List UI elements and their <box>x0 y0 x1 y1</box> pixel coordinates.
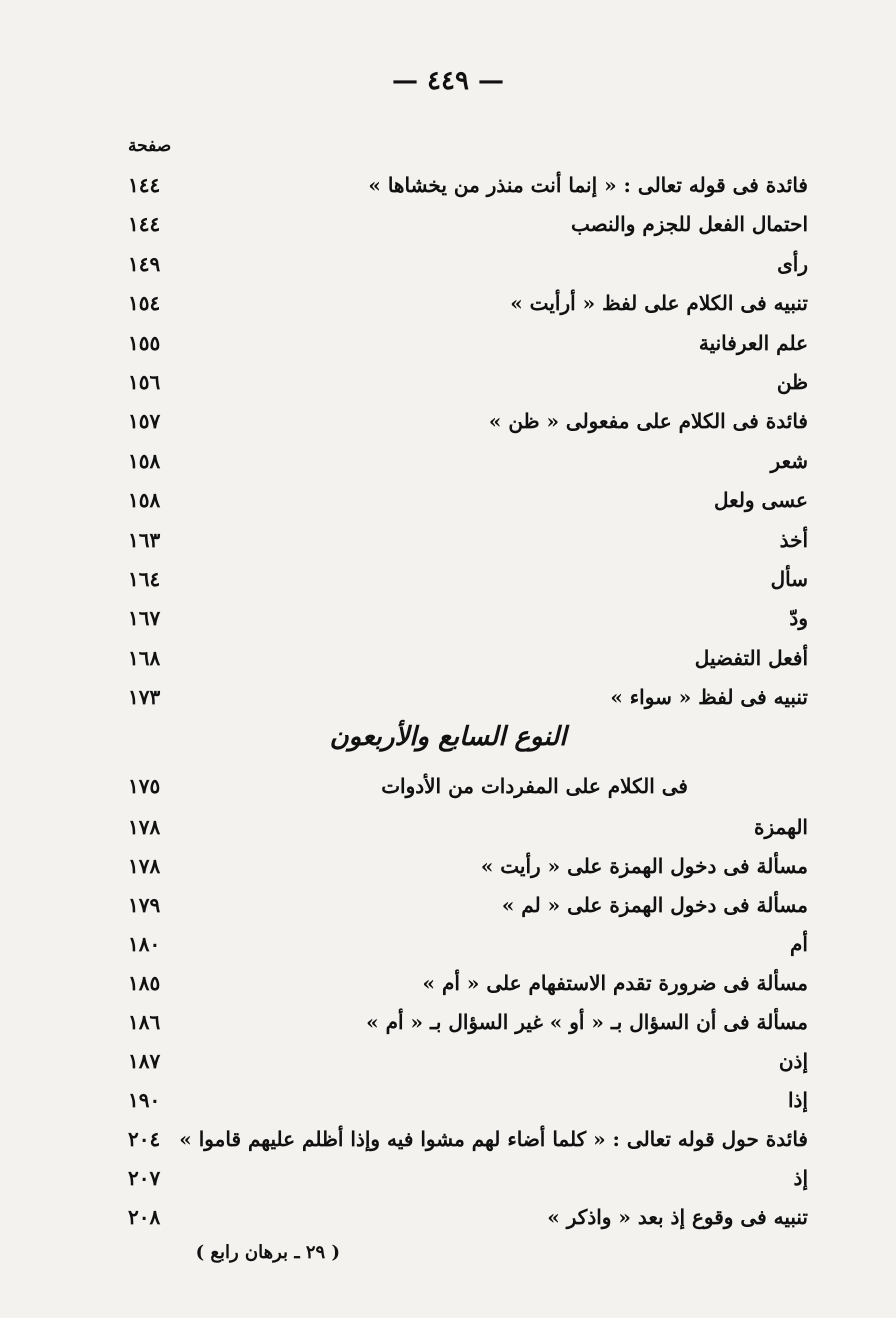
index-entry <box>128 168 808 202</box>
entry-title: مسألة فى أن السؤال بـ « أو » غير السؤال بـ « أم » <box>366 1010 808 1034</box>
entry-page-number: ١٥٦ <box>128 370 161 394</box>
entry-page-number: ٢٠٨ <box>128 1205 161 1229</box>
index-entry <box>128 1005 808 1039</box>
section-subtitle-row <box>128 768 688 804</box>
index-entry <box>128 247 808 281</box>
entry-title: تنبيه فى لفظ « سواء » <box>610 685 808 710</box>
entry-title: ظن <box>776 370 808 394</box>
entry-page-number: ١٥٧ <box>128 409 161 434</box>
entry-page-number: ١٦٣ <box>128 527 161 552</box>
entry-page-number: ١٧٩ <box>128 893 161 917</box>
entry-title: مسألة فى دخول الهمزة على « رأيت » <box>480 854 808 878</box>
entry-title: سأل <box>770 567 808 591</box>
entry-page-number: ٢٠٧ <box>128 1166 161 1190</box>
index-entry <box>128 1161 808 1195</box>
entry-title: مسألة فى ضرورة تقدم الاستفهام على « أم » <box>422 971 808 995</box>
index-entry <box>128 483 808 517</box>
entry-title: فائدة حول قوله تعالى : « كلما أضاء لهم مشوا فيه وإذا أظلم عليهم قاموا » <box>179 1127 808 1151</box>
entry-title: أم <box>790 932 808 956</box>
entry-title: أفعل التفضيل <box>694 645 808 670</box>
index-entry <box>128 810 808 844</box>
section-title: النوع السابع والأربعون <box>329 722 567 752</box>
entry-title: مسألة فى دخول الهمزة على « لم » <box>501 893 808 917</box>
index-entry <box>128 1200 808 1234</box>
index-entry <box>128 927 808 961</box>
index-entry <box>128 641 808 675</box>
index-entry <box>128 562 808 596</box>
entry-page-number: ١٤٤ <box>128 212 161 237</box>
entry-title: عسى ولعل <box>714 488 808 513</box>
entry-page-number: ١٦٧ <box>128 606 161 631</box>
index-entry <box>128 365 808 399</box>
entry-page-number: ١٨٠ <box>128 932 161 956</box>
entry-page-number: ١٥٤ <box>128 291 161 316</box>
entry-title: ودّ <box>789 606 808 631</box>
entry-page-number: ١٥٨ <box>128 448 161 473</box>
entry-title: إذ <box>793 1166 808 1190</box>
entry-page-number: ١٧٨ <box>128 815 161 839</box>
index-entry <box>128 966 808 1000</box>
entry-title: الهمزة <box>754 815 808 839</box>
entry-title: رأى <box>777 251 808 276</box>
entry-page-number: ١٧٨ <box>128 854 161 878</box>
entry-page-number: ١٨٦ <box>128 1010 161 1034</box>
index-entry <box>128 207 808 241</box>
entry-title: احتمال الفعل للجزم والنصب <box>571 212 808 237</box>
entry-page-number: ١٩٠ <box>128 1088 161 1112</box>
entry-title: تنبيه فى الكلام على لفظ « أرأيت » <box>510 291 808 316</box>
index-entry <box>128 1044 808 1078</box>
entry-page-number: ١٨٧ <box>128 1049 161 1073</box>
index-entry <box>128 680 808 714</box>
entry-title: إذن <box>778 1049 808 1073</box>
entry-title: فائدة فى قوله تعالى : « إنما أنت منذر من يخشاها » <box>368 173 808 197</box>
entry-title: شعر <box>770 448 808 473</box>
entry-page-number: ١٧٣ <box>128 685 161 710</box>
index-entry <box>128 1083 808 1117</box>
index-entry <box>128 326 808 360</box>
page-number: — ٤٤٩ — <box>391 66 505 96</box>
entry-page-number: ١٦٤ <box>128 567 161 591</box>
entry-page-number: ٢٠٤ <box>128 1127 161 1151</box>
index-entry <box>128 523 808 557</box>
entry-title: أخذ <box>779 527 808 552</box>
entry-page-number: ١٥٥ <box>128 330 161 355</box>
entry-page-number: ١٨٥ <box>128 971 161 995</box>
index-entry <box>128 444 808 478</box>
entry-page-number: ١٤٤ <box>128 173 161 197</box>
section-subtitle-page: ١٧٥ <box>128 774 161 798</box>
entry-page-number: ١٤٩ <box>128 251 161 276</box>
index-entry <box>128 849 808 883</box>
entry-title: فائدة فى الكلام على مفعولى « ظن » <box>488 409 808 434</box>
entry-title: علم العرفانية <box>698 330 808 355</box>
section-subtitle: فى الكلام على المفردات من الأدوات <box>381 774 688 798</box>
index-entry <box>128 1122 808 1156</box>
entry-title: تنبيه فى وقوع إذ بعد « واذكر » <box>547 1205 808 1229</box>
footer-signature: ( ٢٩ ـ برهان رابع ) <box>195 1242 340 1263</box>
entry-page-number: ١٥٨ <box>128 488 161 513</box>
index-entry <box>128 601 808 635</box>
entry-page-number: ١٦٨ <box>128 645 161 670</box>
index-entry <box>128 286 808 320</box>
index-entry <box>128 404 808 438</box>
index-entry <box>128 888 808 922</box>
entry-title: إذا <box>787 1088 808 1112</box>
page-column-header: صفحة <box>128 136 172 156</box>
